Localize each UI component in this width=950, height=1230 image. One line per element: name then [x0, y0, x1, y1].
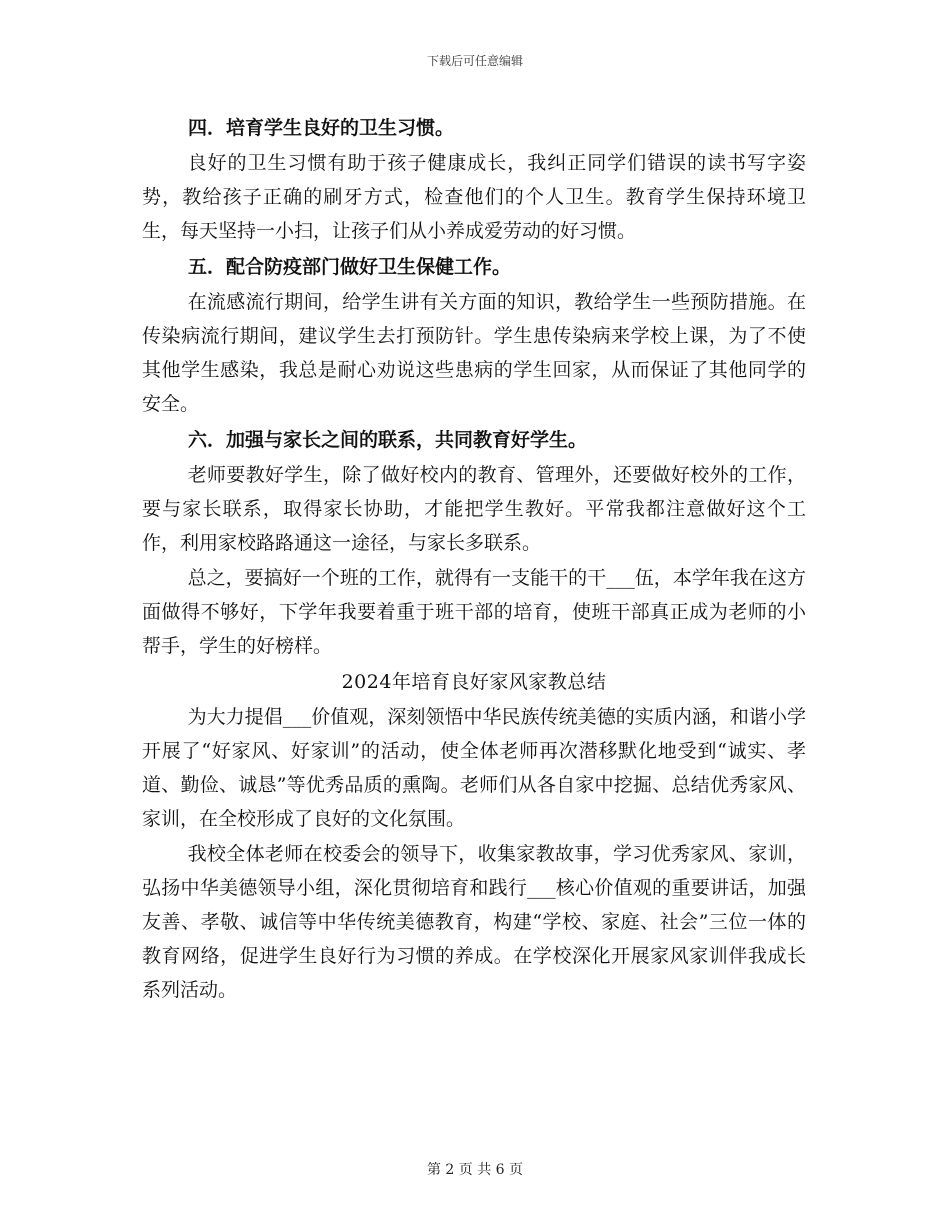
- page-footer: 第 2 页 共 6 页: [426, 1162, 524, 1178]
- document-title: 2024年培育良好家风家教总结: [341, 671, 607, 693]
- document-body: [142, 110, 806, 1008]
- paragraph: 为大力提倡___价值观，深刻领悟中华民族传统美德的实质内涵，和谐小学开展了“好家风、好家训”的活动，使全体老师再次潜移默化地受到“诚实、孝道、勤俭、诚恳”等优秀品质的熏陶。老师们从各自家中挖掘、总结优秀家风、家训，在全校形成了良好的文化氛围。: [142, 706, 806, 830]
- page-header: 下载后可任意编辑: [426, 54, 523, 68]
- paragraph: 老师要教好学生，除了做好校内的教育、管理外，还要做好校外的工作，要与家长联系，取得家长协助，才能把学生教好。平常我都注意做好这个工作，利用家校路路通这一途径，与家长多联系。: [142, 464, 806, 554]
- section-heading: 四．培育学生良好的卫生习惯。: [188, 117, 455, 139]
- paragraph: 良好的卫生习惯有助于孩子健康成长，我纠正同学们错误的读书写字姿势，教给孩子正确的刷牙方式，检查他们的个人卫生。教育学生保持环境卫生，每天坚持一小扫，让孩子们从小养成爱劳动的好习惯。: [142, 152, 806, 242]
- paragraph: 总之，要搞好一个班的工作，就得有一支能干的干___伍，本学年我在这方面做得不够好，下学年我要着重于班干部的培育，使班干部真正成为老师的小帮手，学生的好榜样。: [142, 567, 806, 657]
- paragraph: 在流感流行期间，给学生讲有关方面的知识，教给学生一些预防措施。在传染病流行期间，建议学生去打预防针。学生患传染病来学校上课，为了不使其他学生感染，我总是耐心劝说这些患病的学生回家，从而保证了其他同学的安全。: [142, 291, 806, 415]
- paragraph: 我校全体老师在校委会的领导下，收集家教故事，学习优秀家风、家训，弘扬中华美德领导小组，深化贯彻培育和践行___核心价值观的重要讲话，加强友善、孝敬、诚信等中华传统美德教育，构建“学校、家庭、社会”三位一体的教育网络，促进学生良好行为习惯的养成。在学校深化开展家风家训伴我成长系列活动。: [142, 843, 806, 1001]
- section-heading: 五．配合防疫部门做好卫生保健工作。: [188, 256, 512, 278]
- section-heading: 六．加强与家长之间的联系，共同教育好学生。: [188, 429, 588, 451]
